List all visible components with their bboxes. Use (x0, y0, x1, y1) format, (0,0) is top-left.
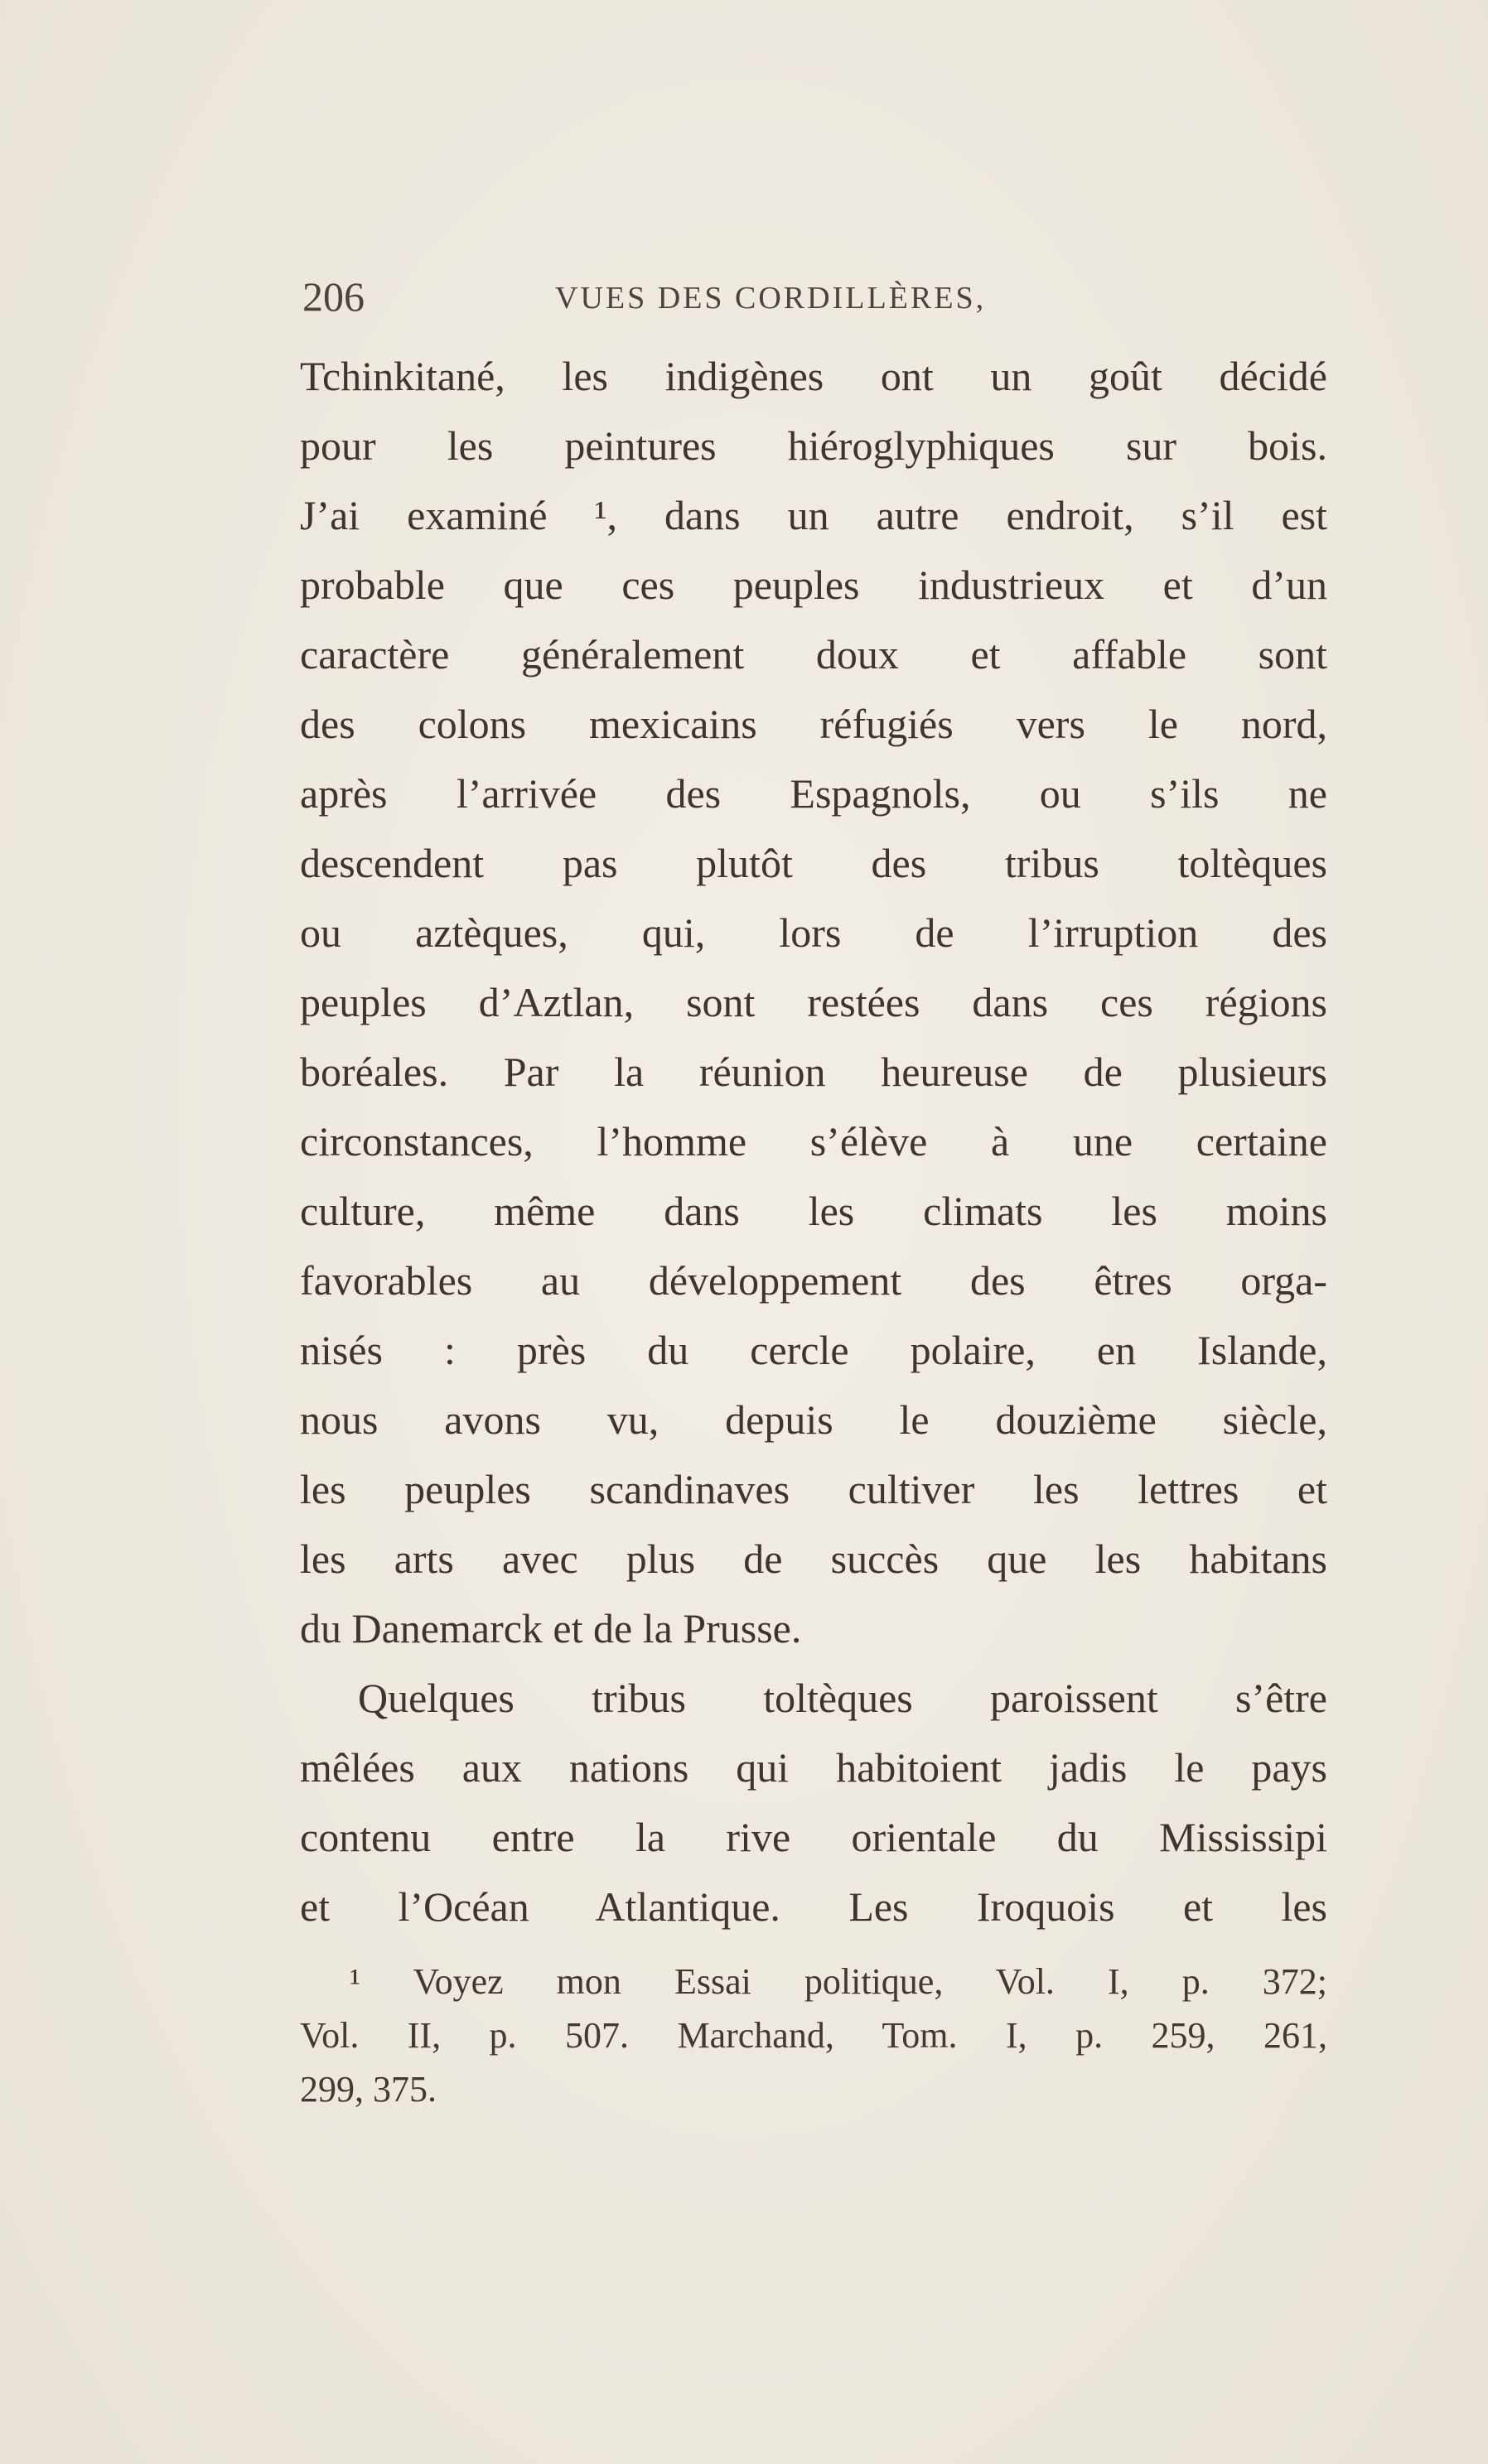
page-number: 206 (302, 273, 365, 320)
body-text (300, 341, 1327, 1941)
running-head (302, 272, 1131, 321)
text-line: contenu entre la rive orientale du Mississipi (300, 1814, 1327, 1860)
text-line: descendent pas plutôt des tribus toltèques (300, 840, 1327, 886)
text-line: culture, même dans les climats les moins (300, 1188, 1327, 1234)
text-line: caractère généralement doux et affable sont (300, 631, 1327, 677)
text-line: les arts avec plus de succès que les habitans (300, 1536, 1327, 1582)
running-title: VUES DES CORDILLÈRES, (555, 281, 987, 316)
text-line: ou aztèques, qui, lors de l’irruption des (300, 909, 1327, 956)
text-line: nous avons vu, depuis le douzième siècle, (300, 1396, 1327, 1443)
text-line: mêlées aux nations qui habitoient jadis le pays (300, 1744, 1327, 1791)
text-line-paragraph-start: Quelques tribus toltèques paroissent s’être (358, 1675, 1327, 1721)
text-line: pour les peintures hiéroglyphiques sur bois. (300, 422, 1327, 469)
footnote-line: 299, 375. (300, 2069, 437, 2110)
text-line: après l’arrivée des Espagnols, ou s’ils ne (300, 770, 1327, 817)
text-line: et l’Océan Atlantique. Les Iroquois et les (300, 1883, 1327, 1930)
footnotes (300, 1955, 1327, 2116)
footnote-line: ¹ Voyez mon Essai politique, Vol. I, p. 372; (350, 1961, 1327, 2002)
text-line: probable que ces peuples industrieux et d’un (300, 562, 1327, 608)
text-line: boréales. Par la réunion heureuse de plusieurs (300, 1049, 1327, 1095)
text-line: favorables au développement des êtres orga- (300, 1257, 1327, 1304)
text-line: circonstances, l’homme s’élève à une certaine (300, 1118, 1327, 1164)
text-line: J’ai examiné ¹, dans un autre endroit, s’il est (300, 492, 1327, 538)
text-line: les peuples scandinaves cultiver les lettres et (300, 1466, 1327, 1512)
text-line: Tchinkitané, les indigènes ont un goût décidé (300, 353, 1327, 399)
footnote-line: Vol. II, p. 507. Marchand, Tom. I, p. 259, 261, (300, 2015, 1327, 2056)
text-line: des colons mexicains réfugiés vers le nord, (300, 701, 1327, 747)
text-line: nisés : près du cercle polaire, en Islande, (300, 1327, 1327, 1373)
text-line-paragraph-end: du Danemarck et de la Prusse. (300, 1605, 802, 1652)
text-line: peuples d’Aztlan, sont restées dans ces régions (300, 979, 1327, 1025)
